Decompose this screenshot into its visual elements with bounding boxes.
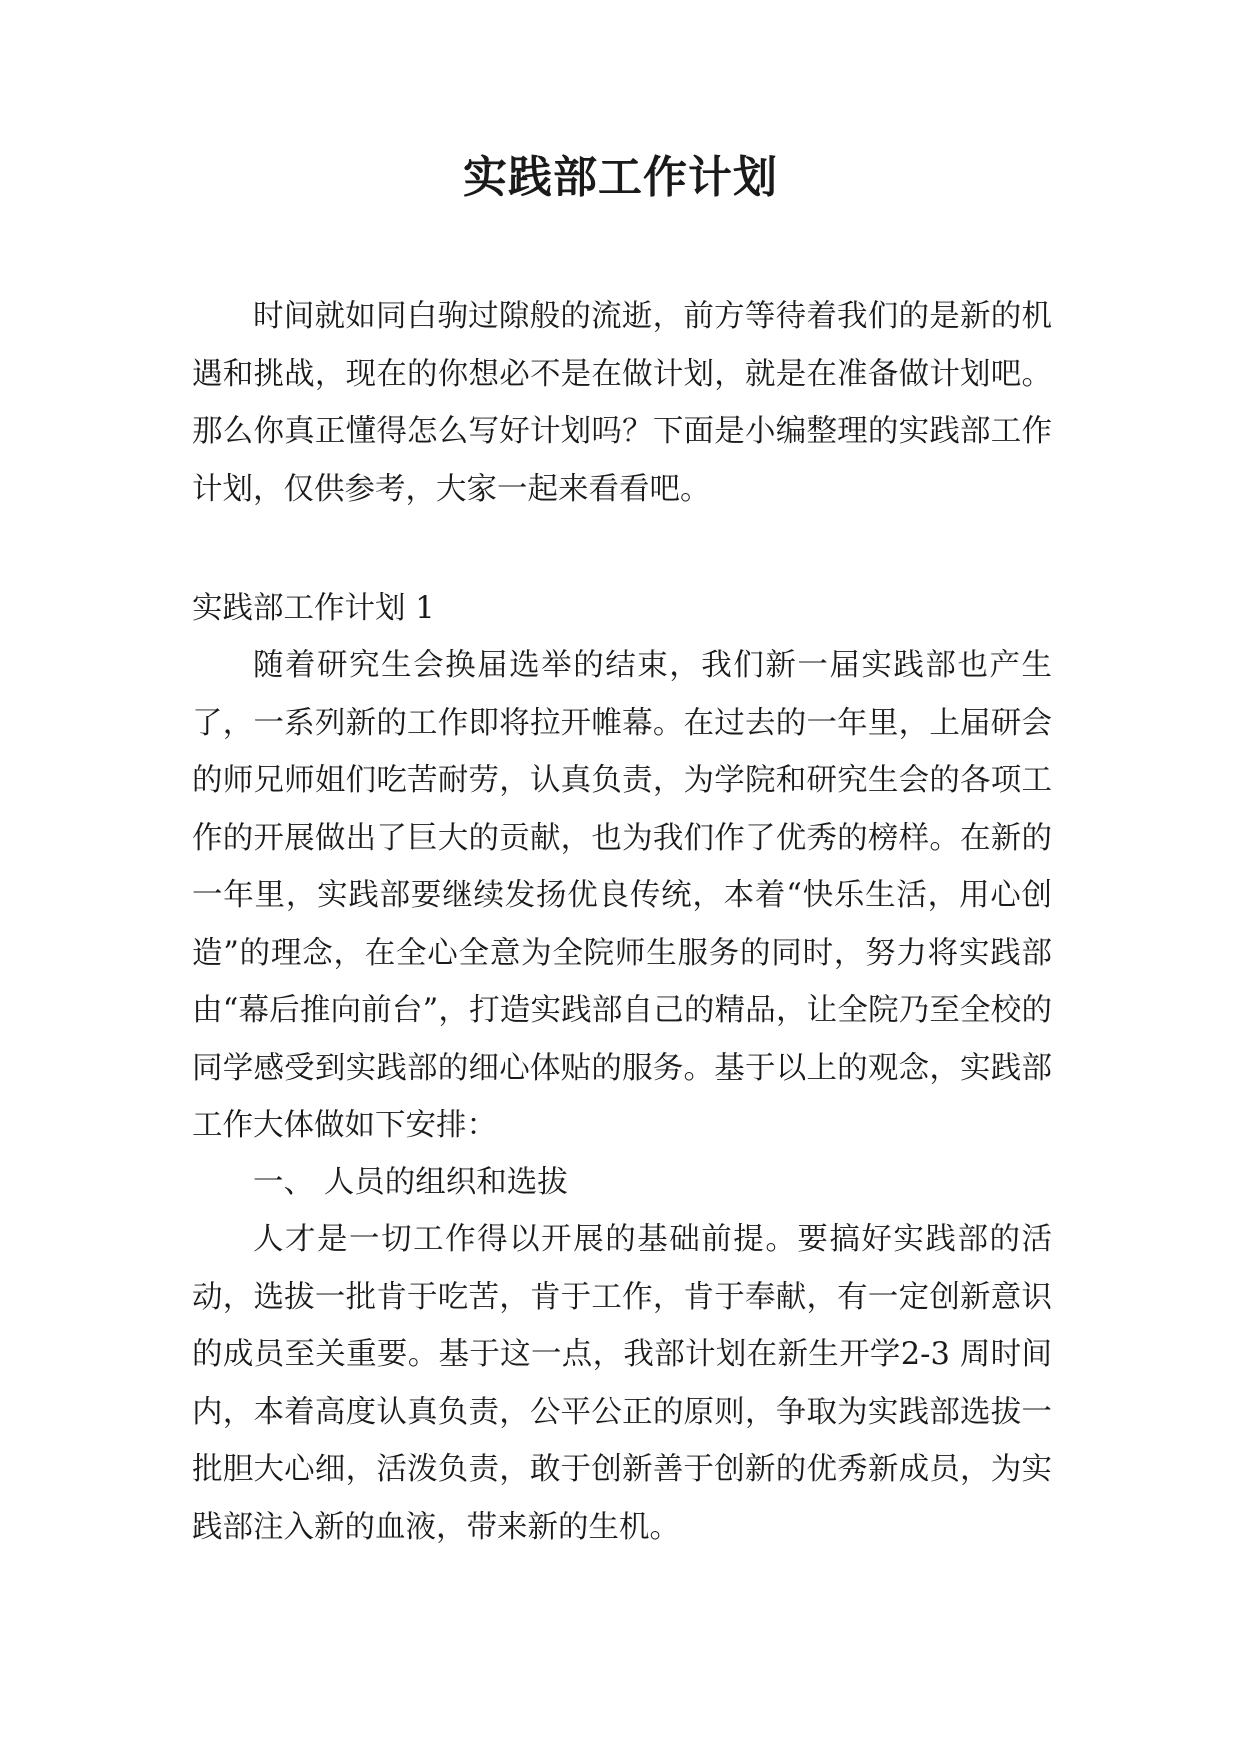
body-paragraph-2: 人才是一切工作得以开展的基础前提。要搞好实践部的活动，选拔一批肯于吃苦，肯于工作，肯于奉献，有一定创新意识的成员至关重要。基于这一点，我部计划在新生开学2-3 周时间内，本着高度认真负责，公平公正的原则，争取为实践部选拔一批胆大心细，活泼负责，敢于创新善于创新的优秀新成员，为实践部注入新的血液，带来新的生机。	[192, 1222, 1052, 1545]
intro-paragraph: 时间就如同白驹过隙般的流逝，前方等待着我们的是新的机遇和挑战，现在的你想必不是在做计划，就是在准备做计划吧。那么你真正懂得怎么写好计划吗？下面是小编整理的实践部工作计划，仅供参考，大家一起来看看吧。	[192, 299, 1052, 507]
section-heading: 实践部工作计划 1	[192, 591, 435, 626]
body-paragraph-1: 随着研究生会换届选举的结束，我们新一届实践部也产生了，一系列新的工作即将拉开帷幕。在过去的一年里，上届研会的师兄师姐们吃苦耐劳，认真负责，为学院和研究生会的各项工作的开展做出了巨大的贡献，也为我们作了优秀的榜样。在新的一年里，实践部要继续发扬优良传统，本着“快乐生活，用心创造”的理念，在全心全意为全院师生服务的同时，努力将实践部由“幕后推向前台”，打造实践部自己的精品，让全院乃至全校的同学感受到实践部的细心体贴的服务。基于以上的观念，实践部工作大体做如下安排：	[192, 648, 1052, 1143]
item-heading: 一、 人员的组织和选拔	[253, 1165, 568, 1200]
document-title: 实践部工作计划	[463, 152, 778, 203]
